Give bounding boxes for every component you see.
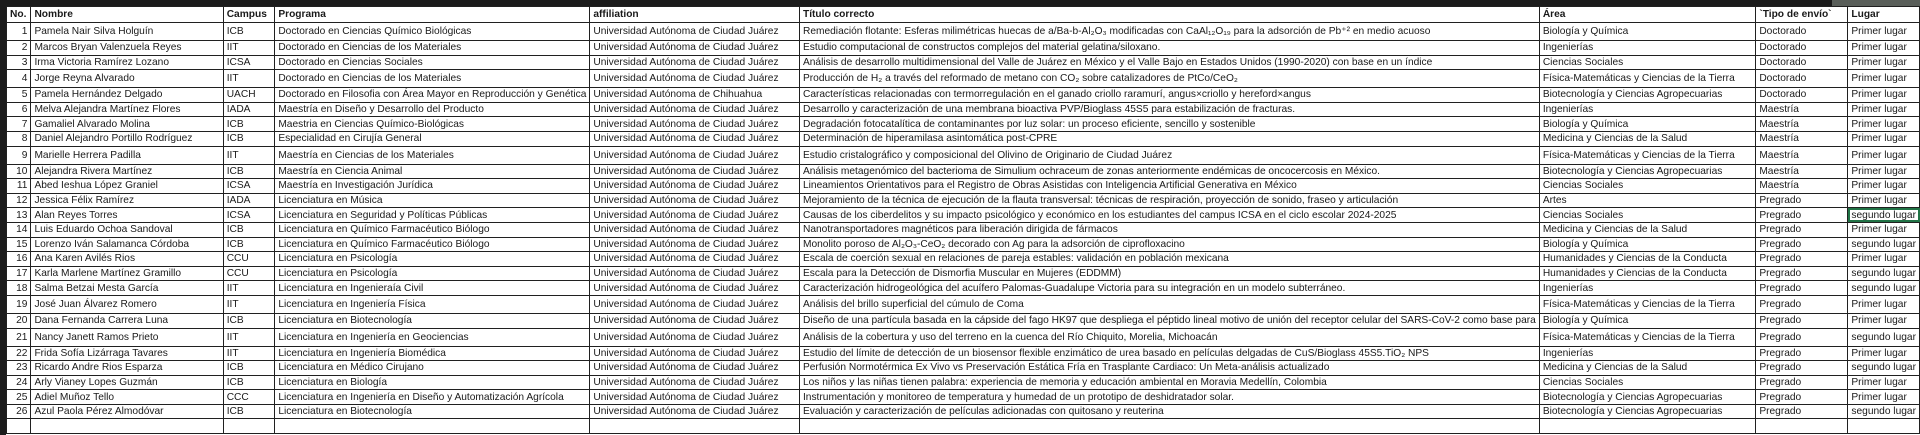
cell-tipo[interactable]: Pregrado xyxy=(1756,295,1848,313)
cell-no[interactable]: 17 xyxy=(7,266,31,281)
table-row xyxy=(7,252,1920,267)
cell-tipo[interactable]: Doctorado xyxy=(1756,70,1848,88)
cell-titulo[interactable]: Estudio cristalográfico y composicional del Olivino de Originario de Ciudad Juárez xyxy=(799,146,1539,164)
cell-campus[interactable]: ICB xyxy=(223,361,275,376)
cell-lugar[interactable]: Primer lugar xyxy=(1848,131,1920,146)
cell-nombre[interactable]: Daniel Alejandro Portillo Rodríguez xyxy=(31,131,223,146)
cell-titulo[interactable]: Los niños y las niñas tienen palabra: experiencia de memoria y educación ambiental en Moravia Medellín, Colombia xyxy=(799,375,1539,390)
cell-programa[interactable]: Licenciatura en Ingeniería en Geociencias xyxy=(275,328,590,346)
cell-nombre[interactable]: Pamela Hernández Delgado xyxy=(31,88,223,103)
cell-area[interactable]: Biotecnología y Ciencias Agropecuarias xyxy=(1539,164,1756,179)
cell-area[interactable]: Artes xyxy=(1539,193,1756,208)
table-row xyxy=(7,131,1920,146)
cell-area[interactable]: Ingenierías xyxy=(1539,281,1756,296)
fill-handle[interactable] xyxy=(1917,220,1920,223)
cell-programa[interactable]: Doctorado en Ciencias Sociales xyxy=(275,55,590,70)
cell-titulo[interactable]: Análisis del brillo superficial del cúmulo de Coma xyxy=(799,295,1539,313)
cell-programa[interactable]: Maestría en Investigación Jurídica xyxy=(275,179,590,194)
cell-area[interactable]: Biotecnología y Ciencias Agropecuarias xyxy=(1539,404,1756,419)
cell-no[interactable]: 9 xyxy=(7,146,31,164)
table-row xyxy=(7,164,1920,179)
empty-cell[interactable] xyxy=(590,419,800,434)
cell-campus[interactable]: CCU xyxy=(223,266,275,281)
cell-programa[interactable]: Doctorado en Filosofia con Área Mayor en Reproducción y Genética xyxy=(275,88,590,103)
cell-programa[interactable]: Especialidad en Cirujía General xyxy=(275,131,590,146)
cell-area[interactable]: Medicina y Ciencias de la Salud xyxy=(1539,131,1756,146)
cell-nombre[interactable]: Adiel Muñoz Tello xyxy=(31,390,223,405)
cell-area[interactable]: Física-Matemáticas y Ciencias de la Tierra xyxy=(1539,70,1756,88)
cell-titulo[interactable]: Causas de los ciberdelitos y su impacto psicológico y económico en los estudiantes del campus ICSA en el ciclo escolar 2024-2025 xyxy=(799,208,1539,223)
cell-no[interactable]: 16 xyxy=(7,252,31,267)
cell-programa[interactable]: Maestría en Ciencias de los Materiales xyxy=(275,146,590,164)
cell-affiliation[interactable]: Universidad Autónoma de Ciudad Juárez xyxy=(590,41,800,56)
cell-no[interactable]: 19 xyxy=(7,295,31,313)
cell-area[interactable]: Física-Matemáticas y Ciencias de la Tierra xyxy=(1539,146,1756,164)
table-row xyxy=(7,404,1920,419)
cell-campus[interactable]: IADA xyxy=(223,102,275,117)
cell-area[interactable]: Ciencias Sociales xyxy=(1539,179,1756,194)
cell-affiliation[interactable]: Universidad Autónoma de Ciudad Juárez xyxy=(590,328,800,346)
cell-campus[interactable]: CCU xyxy=(223,252,275,267)
cell-campus[interactable]: IADA xyxy=(223,193,275,208)
cell-tipo[interactable]: Pregrado xyxy=(1756,404,1848,419)
cell-nombre[interactable]: Salma Betzai Mesta García xyxy=(31,281,223,296)
cell-programa[interactable]: Maestría en Ciencia Animal xyxy=(275,164,590,179)
cell-no[interactable]: 3 xyxy=(7,55,31,70)
cell-programa[interactable]: Licenciatura en Biología xyxy=(275,375,590,390)
empty-cell[interactable] xyxy=(1539,419,1756,434)
cell-affiliation[interactable]: Universidad Autónoma de Ciudad Juárez xyxy=(590,70,800,88)
cell-affiliation[interactable]: Universidad Autónoma de Ciudad Juárez xyxy=(590,222,800,237)
header-campus[interactable]: Campus xyxy=(223,7,275,23)
cell-affiliation[interactable]: Universidad Autónoma de Ciudad Juárez xyxy=(590,193,800,208)
cell-nombre[interactable]: Marcos Bryan Valenzuela Reyes xyxy=(31,41,223,56)
cell-affiliation[interactable]: Universidad Autónoma de Chihuahua xyxy=(590,88,800,103)
cell-titulo[interactable]: Desarrollo y caracterización de una membrana bioactiva PVP/Bioglass 45S5 para estabilización de fracturas. xyxy=(799,102,1539,117)
cell-programa[interactable]: Licenciatura en Música xyxy=(275,193,590,208)
cell-campus[interactable]: ICB xyxy=(223,23,275,41)
cell-nombre[interactable]: Pamela Nair Silva Holguín xyxy=(31,23,223,41)
cell-lugar[interactable]: Primer lugar xyxy=(1848,375,1920,390)
cell-programa[interactable]: Licenciatura en Químico Farmacéutico Biólogo xyxy=(275,222,590,237)
cell-affiliation[interactable]: Universidad Autónoma de Ciudad Juárez xyxy=(590,375,800,390)
table-row xyxy=(7,102,1920,117)
cell-nombre[interactable]: Jessica Félix Ramírez xyxy=(31,193,223,208)
cell-campus[interactable]: IIT xyxy=(223,146,275,164)
header-nombre[interactable]: Nombre xyxy=(31,7,223,23)
cell-affiliation[interactable]: Universidad Autónoma de Ciudad Juárez xyxy=(590,252,800,267)
cell-titulo[interactable]: Análisis metagenómico del bacterioma de Simulium ochraceum de zonas anteriormente endémicas de oncocercosis en México. xyxy=(799,164,1539,179)
cell-nombre[interactable]: Abed Ieshua López Graniel xyxy=(31,179,223,194)
cell-no[interactable]: 7 xyxy=(7,117,31,132)
cell-campus[interactable]: ICB xyxy=(223,404,275,419)
cell-no[interactable]: 8 xyxy=(7,131,31,146)
cell-nombre[interactable]: Karla Marlene Martínez Gramillo xyxy=(31,266,223,281)
cell-campus[interactable]: IIT xyxy=(223,70,275,88)
cell-lugar[interactable]: Primer lugar xyxy=(1848,102,1920,117)
cell-titulo[interactable]: Diseño de una partícula basada en la cápside del fago HK97 que despliega el péptido lineal motivo de unión del receptor celular del SARS-CoV-2 como base para xyxy=(799,313,1539,328)
cell-no[interactable]: 25 xyxy=(7,390,31,405)
header-lugar[interactable]: Lugar xyxy=(1848,7,1920,23)
cell-no[interactable]: 20 xyxy=(7,313,31,328)
cell-tipo[interactable]: Pregrado xyxy=(1756,313,1848,328)
cell-nombre[interactable]: Arly Vianey Lopes Guzmán xyxy=(31,375,223,390)
cell-lugar[interactable]: segundo lugar xyxy=(1848,328,1920,346)
table-row xyxy=(7,23,1920,41)
table-row xyxy=(7,390,1920,405)
cell-no[interactable]: 10 xyxy=(7,164,31,179)
cell-campus[interactable]: IIT xyxy=(223,295,275,313)
table-row xyxy=(7,281,1920,296)
cell-no[interactable]: 26 xyxy=(7,404,31,419)
cell-campus[interactable]: IIT xyxy=(223,328,275,346)
cell-tipo[interactable]: Maestría xyxy=(1756,164,1848,179)
empty-row xyxy=(7,419,1920,434)
cell-nombre[interactable]: Melva Alejandra Martínez Flores xyxy=(31,102,223,117)
cell-campus[interactable]: ICSA xyxy=(223,179,275,194)
cell-area[interactable]: Física-Matemáticas y Ciencias de la Tierra xyxy=(1539,328,1756,346)
cell-programa[interactable]: Doctorado en Ciencias Químico Biológicas xyxy=(275,23,590,41)
cell-programa[interactable]: Maestría en Diseño y Desarrollo del Producto xyxy=(275,102,590,117)
table-row xyxy=(7,361,1920,376)
header-tipo[interactable]: `Tipo de envío` xyxy=(1756,7,1848,23)
cell-titulo[interactable]: Perfusión Normotérmica Ex Vivo vs Preservación Estática Fría en Trasplante Cardiaco: Un Meta-análisis actualizado xyxy=(799,361,1539,376)
header-titulo[interactable]: Título correcto xyxy=(799,7,1539,23)
cell-tipo[interactable]: Maestría xyxy=(1756,102,1848,117)
header-no[interactable]: No. xyxy=(7,7,31,23)
table-row xyxy=(7,313,1920,328)
cell-tipo[interactable]: Pregrado xyxy=(1756,346,1848,361)
cell-programa[interactable]: Licenciatura en Ingeniería en Diseño y Automatización Agrícola xyxy=(275,390,590,405)
cell-lugar[interactable]: Primer lugar xyxy=(1848,295,1920,313)
table-row xyxy=(7,55,1920,70)
table-row xyxy=(7,179,1920,194)
cell-area[interactable]: Ciencias Sociales xyxy=(1539,208,1756,223)
cell-titulo[interactable]: Evaluación y caracterización de películas adicionadas con quitosano y reuterina xyxy=(799,404,1539,419)
cell-tipo[interactable]: Pregrado xyxy=(1756,208,1848,223)
cell-nombre[interactable]: Irma Victoria Ramírez Lozano xyxy=(31,55,223,70)
cell-programa[interactable]: Licenciatura en Biotecnología xyxy=(275,313,590,328)
cell-titulo[interactable]: Análisis de la cobertura y uso del terreno en la cuenca del Río Chiquito, Morelia, Michoacán xyxy=(799,328,1539,346)
header-programa[interactable]: Programa xyxy=(275,7,590,23)
cell-lugar[interactable]: Primer lugar xyxy=(1848,117,1920,132)
cell-no[interactable]: 15 xyxy=(7,237,31,252)
cell-affiliation[interactable]: Universidad Autónoma de Ciudad Juárez xyxy=(590,179,800,194)
cell-lugar[interactable]: segundo lugar xyxy=(1848,237,1920,252)
cell-no[interactable]: 6 xyxy=(7,102,31,117)
cell-tipo[interactable]: Maestría xyxy=(1756,117,1848,132)
cell-affiliation[interactable]: Universidad Autónoma de Ciudad Juárez xyxy=(590,208,800,223)
cell-titulo[interactable]: Estudio del límite de detección de un biosensor flexible enzimático de urea basado en películas delgadas de CuS/Bioglass 45S5.TiO₂ NPS xyxy=(799,346,1539,361)
cell-tipo[interactable]: Doctorado xyxy=(1756,55,1848,70)
empty-cell[interactable] xyxy=(223,419,275,434)
cell-lugar[interactable]: Primer lugar xyxy=(1848,222,1920,237)
cell-nombre[interactable]: Frida Sofía Lizárraga Tavares xyxy=(31,346,223,361)
cell-campus[interactable]: ICB xyxy=(223,117,275,132)
cell-titulo[interactable]: Escala de coerción sexual en relaciones de pareja estables: validación en población mexicana xyxy=(799,252,1539,267)
table-row xyxy=(7,70,1920,88)
cell-nombre[interactable]: Marielle Herrera Padilla xyxy=(31,146,223,164)
cell-tipo[interactable]: Pregrado xyxy=(1756,193,1848,208)
cell-campus[interactable]: ICB xyxy=(223,164,275,179)
cell-nombre[interactable]: Dana Fernanda Carrera Luna xyxy=(31,313,223,328)
cell-titulo[interactable]: Determinación de hiperamilasa asintomática post-CPRE xyxy=(799,131,1539,146)
cell-affiliation[interactable]: Universidad Autónoma de Ciudad Juárez xyxy=(590,346,800,361)
table-row xyxy=(7,375,1920,390)
cell-titulo[interactable]: Degradación fotocatalítica de contaminantes por luz solar: un proceso eficiente, sencillo y sostenible xyxy=(799,117,1539,132)
cell-titulo[interactable]: Mejoramiento de la técnica de ejecución de la flauta transversal: técnicas de respiración, proyección de sonido, fraseo y articulación xyxy=(799,193,1539,208)
cell-lugar[interactable]: Primer lugar xyxy=(1848,88,1920,103)
cell-lugar[interactable]: segundo lugar xyxy=(1848,404,1920,419)
spreadsheet-grid xyxy=(6,6,1920,434)
cell-programa[interactable]: Doctorado en Ciencias de los Materiales xyxy=(275,41,590,56)
cell-tipo[interactable]: Maestría xyxy=(1756,146,1848,164)
cell-nombre[interactable]: Ricardo Andre Rios Esparza xyxy=(31,361,223,376)
cell-titulo[interactable]: Escala para la Detección de Dismorfia Muscular en Mujeres (EDDMM) xyxy=(799,266,1539,281)
cell-affiliation[interactable]: Universidad Autónoma de Ciudad Juárez xyxy=(590,390,800,405)
cell-affiliation[interactable]: Universidad Autónoma de Ciudad Juárez xyxy=(590,295,800,313)
cell-lugar[interactable]: Primer lugar xyxy=(1848,164,1920,179)
cell-area[interactable]: Ciencias Sociales xyxy=(1539,55,1756,70)
cell-nombre[interactable]: Alejandra Rivera Martínez xyxy=(31,164,223,179)
cell-affiliation[interactable]: Universidad Autónoma de Ciudad Juárez xyxy=(590,266,800,281)
cell-campus[interactable]: ICB xyxy=(223,237,275,252)
table-row xyxy=(7,193,1920,208)
cell-affiliation[interactable]: Universidad Autónoma de Ciudad Juárez xyxy=(590,146,800,164)
cell-area[interactable]: Biotecnología y Ciencias Agropecuarias xyxy=(1539,390,1756,405)
cell-programa[interactable]: Licenciatura en Psicología xyxy=(275,252,590,267)
cell-affiliation[interactable]: Universidad Autónoma de Ciudad Juárez xyxy=(590,313,800,328)
cell-tipo[interactable]: Pregrado xyxy=(1756,222,1848,237)
cell-tipo[interactable]: Pregrado xyxy=(1756,328,1848,346)
table-row xyxy=(7,266,1920,281)
cell-affiliation[interactable]: Universidad Autónoma de Ciudad Juárez xyxy=(590,237,800,252)
cell-area[interactable]: Biología y Química xyxy=(1539,117,1756,132)
cell-lugar[interactable]: Primer lugar xyxy=(1848,193,1920,208)
cell-tipo[interactable]: Maestría xyxy=(1756,179,1848,194)
table-row xyxy=(7,237,1920,252)
table-row xyxy=(7,328,1920,346)
cell-lugar[interactable]: Primer lugar xyxy=(1848,313,1920,328)
cell-area[interactable]: Biología y Química xyxy=(1539,313,1756,328)
cell-lugar[interactable]: Primer lugar xyxy=(1848,41,1920,56)
cell-no[interactable]: 4 xyxy=(7,70,31,88)
cell-no[interactable]: 21 xyxy=(7,328,31,346)
table-row xyxy=(7,222,1920,237)
cell-affiliation[interactable]: Universidad Autónoma de Ciudad Juárez xyxy=(590,23,800,41)
header-area[interactable]: Área xyxy=(1539,7,1756,23)
cell-campus[interactable]: CCC xyxy=(223,390,275,405)
cell-tipo[interactable]: Pregrado xyxy=(1756,361,1848,376)
empty-cell[interactable] xyxy=(1756,419,1848,434)
cell-nombre[interactable]: Gamaliel Alvarado Molina xyxy=(31,117,223,132)
cell-programa[interactable]: Licenciatura en Químico Farmacéutico Biólogo xyxy=(275,237,590,252)
cell-lugar[interactable]: Primer lugar xyxy=(1848,70,1920,88)
cell-area[interactable]: Ingenierías xyxy=(1539,41,1756,56)
cell-affiliation[interactable]: Universidad Autónoma de Ciudad Juárez xyxy=(590,281,800,296)
table-row xyxy=(7,117,1920,132)
cell-affiliation[interactable]: Universidad Autónoma de Ciudad Juárez xyxy=(590,117,800,132)
cell-lugar[interactable]: Primer lugar xyxy=(1848,179,1920,194)
table-row xyxy=(7,41,1920,56)
cell-programa[interactable]: Licenciatura en Médico Cirujano xyxy=(275,361,590,376)
cell-lugar[interactable]: Primer lugar xyxy=(1848,252,1920,267)
cell-programa[interactable]: Licenciatura en Ingenieraía Civil xyxy=(275,281,590,296)
empty-cell[interactable] xyxy=(31,419,223,434)
cell-area[interactable]: Humanidades y Ciencias de la Conducta xyxy=(1539,252,1756,267)
cell-no[interactable]: 24 xyxy=(7,375,31,390)
empty-cell[interactable] xyxy=(275,419,590,434)
cell-area[interactable]: Ingenierías xyxy=(1539,346,1756,361)
cell-area[interactable]: Biología y Química xyxy=(1539,23,1756,41)
cell-campus[interactable]: ICB xyxy=(223,313,275,328)
cell-campus[interactable]: ICSA xyxy=(223,55,275,70)
cell-campus[interactable]: IIT xyxy=(223,281,275,296)
cell-area[interactable]: Física-Matemáticas y Ciencias de la Tierra xyxy=(1539,295,1756,313)
cell-titulo[interactable]: Lineamientos Orientativos para el Registro de Obras Asistidas con Inteligencia Artificial Generativa en México xyxy=(799,179,1539,194)
cell-programa[interactable]: Maestria en Ciencias Químico-Biológicas xyxy=(275,117,590,132)
cell-programa[interactable]: Licenciatura en Biotecnología xyxy=(275,404,590,419)
table-row xyxy=(7,208,1920,223)
cell-tipo[interactable]: Pregrado xyxy=(1756,281,1848,296)
cell-affiliation[interactable]: Universidad Autónoma de Ciudad Juárez xyxy=(590,404,800,419)
cell-nombre[interactable]: José Juan Álvarez Romero xyxy=(31,295,223,313)
cell-area[interactable]: Humanidades y Ciencias de la Conducta xyxy=(1539,266,1756,281)
cell-nombre[interactable]: Alan Reyes Torres xyxy=(31,208,223,223)
cell-tipo[interactable]: Maestría xyxy=(1756,131,1848,146)
cell-no[interactable]: 22 xyxy=(7,346,31,361)
cell-nombre[interactable]: Lorenzo Iván Salamanca Córdoba xyxy=(31,237,223,252)
selected-cell-lugar[interactable]: segundo lugar xyxy=(1848,208,1920,223)
cell-lugar[interactable]: Primer lugar xyxy=(1848,55,1920,70)
cell-campus[interactable]: ICSA xyxy=(223,208,275,223)
cell-area[interactable]: Ciencias Sociales xyxy=(1539,375,1756,390)
cell-no[interactable]: 23 xyxy=(7,361,31,376)
cell-tipo[interactable]: Pregrado xyxy=(1756,252,1848,267)
cell-tipo[interactable]: Pregrado xyxy=(1756,237,1848,252)
cell-nombre[interactable]: Azul Paola Pérez Almodóvar xyxy=(31,404,223,419)
cell-tipo[interactable]: Doctorado xyxy=(1756,23,1848,41)
cell-tipo[interactable]: Doctorado xyxy=(1756,88,1848,103)
cell-programa[interactable]: Licenciatura en Ingeniería Física xyxy=(275,295,590,313)
cell-tipo[interactable]: Doctorado xyxy=(1756,41,1848,56)
cell-no[interactable]: 5 xyxy=(7,88,31,103)
cell-lugar[interactable]: Primer lugar xyxy=(1848,23,1920,41)
cell-programa[interactable]: Licenciatura en Seguridad y Políticas Públicas xyxy=(275,208,590,223)
cell-campus[interactable]: UACH xyxy=(223,88,275,103)
cell-titulo[interactable]: Remediación flotante: Esferas milimétricas huecas de a/Ba-b-Al₂O₃ modificadas con CaAl₁₂O₁₉ para la adsorción de Pb⁺² en medio acuoso xyxy=(799,23,1539,41)
cell-campus[interactable]: ICB xyxy=(223,131,275,146)
table-row xyxy=(7,88,1920,103)
cell-nombre[interactable]: Luis Eduardo Ochoa Sandoval xyxy=(31,222,223,237)
cell-lugar[interactable]: segundo lugar xyxy=(1848,281,1920,296)
empty-cell[interactable] xyxy=(1848,419,1920,434)
cell-no[interactable]: 12 xyxy=(7,193,31,208)
cell-campus[interactable]: ICB xyxy=(223,375,275,390)
cell-affiliation[interactable]: Universidad Autónoma de Ciudad Juárez xyxy=(590,361,800,376)
cell-campus[interactable]: IIT xyxy=(223,346,275,361)
cell-campus[interactable]: IIT xyxy=(223,41,275,56)
table-row xyxy=(7,346,1920,361)
header-affiliation[interactable]: affiliation xyxy=(590,7,800,23)
cell-no[interactable]: 18 xyxy=(7,281,31,296)
cell-lugar[interactable]: Primer lugar xyxy=(1848,146,1920,164)
cell-campus[interactable]: ICB xyxy=(223,222,275,237)
cell-area[interactable]: Biotecnología y Ciencias Agropecuarias xyxy=(1539,88,1756,103)
cell-no[interactable]: 14 xyxy=(7,222,31,237)
cell-area[interactable]: Biología y Química xyxy=(1539,237,1756,252)
cell-affiliation[interactable]: Universidad Autónoma de Ciudad Juárez xyxy=(590,55,800,70)
table-row xyxy=(7,295,1920,313)
cell-titulo[interactable]: Análisis de desarrollo multidimensional del Valle de Juárez en México y el Valle Bajo en Estados Unidos (1990-2020) con base en un índice xyxy=(799,55,1539,70)
cell-titulo[interactable]: Características relacionadas con termorregulación en el ganado criollo raramurí, angus×criollo y hereford×angus xyxy=(799,88,1539,103)
cell-lugar[interactable]: segundo lugar xyxy=(1848,266,1920,281)
cell-lugar[interactable]: Primer lugar xyxy=(1848,390,1920,405)
cell-no[interactable]: 2 xyxy=(7,41,31,56)
cell-lugar[interactable]: Primer lugar xyxy=(1848,346,1920,361)
cell-area[interactable]: Medicina y Ciencias de la Salud xyxy=(1539,222,1756,237)
cell-lugar[interactable]: segundo lugar xyxy=(1848,361,1920,376)
table-row xyxy=(7,146,1920,164)
cell-affiliation[interactable]: Universidad Autónoma de Ciudad Juárez xyxy=(590,102,800,117)
cell-titulo[interactable]: Instrumentación y monitoreo de temperatura y humedad de un prototipo de deshidratador solar. xyxy=(799,390,1539,405)
cell-titulo[interactable]: Producción de H₂ a través del reformado de metano con CO₂ sobre catalizadores de PtCo/CeO₂ xyxy=(799,70,1539,88)
cell-programa[interactable]: Doctorado en Ciencias de los Materiales xyxy=(275,70,590,88)
cell-programa[interactable]: Licenciatura en Psicología xyxy=(275,266,590,281)
cell-no[interactable]: 11 xyxy=(7,179,31,194)
cell-nombre[interactable]: Nancy Janett Ramos Prieto xyxy=(31,328,223,346)
cell-no[interactable]: 1 xyxy=(7,23,31,41)
cell-tipo[interactable]: Pregrado xyxy=(1756,266,1848,281)
cell-area[interactable]: Ingenierías xyxy=(1539,102,1756,117)
cell-area[interactable]: Medicina y Ciencias de la Salud xyxy=(1539,361,1756,376)
cell-no[interactable]: 13 xyxy=(7,208,31,223)
cell-titulo[interactable]: Estudio computacional de constructos complejos del material gelatina/siloxano. xyxy=(799,41,1539,56)
cell-nombre[interactable]: Jorge Reyna Alvarado xyxy=(31,70,223,88)
empty-cell[interactable] xyxy=(7,419,31,434)
cell-programa[interactable]: Licenciatura en Ingeniería Biomédica xyxy=(275,346,590,361)
cell-tipo[interactable]: Pregrado xyxy=(1756,390,1848,405)
cell-affiliation[interactable]: Universidad Autónoma de Ciudad Juárez xyxy=(590,164,800,179)
header-row xyxy=(7,7,1920,23)
empty-cell[interactable] xyxy=(799,419,1539,434)
cell-nombre[interactable]: Ana Karen Avilés Rios xyxy=(31,252,223,267)
cell-titulo[interactable]: Caracterización hidrogeológica del acuífero Palomas-Guadalupe Victoria para su integración en un modelo subterráneo. xyxy=(799,281,1539,296)
cell-affiliation[interactable]: Universidad Autónoma de Ciudad Juárez xyxy=(590,131,800,146)
cell-titulo[interactable]: Monolito poroso de Al₂O₃-CeO₂ decorado con Ag para la adsorción de ciprofloxacino xyxy=(799,237,1539,252)
cell-tipo[interactable]: Pregrado xyxy=(1756,375,1848,390)
cell-titulo[interactable]: Nanotransportadores magnéticos para liberación dirigida de fármacos xyxy=(799,222,1539,237)
